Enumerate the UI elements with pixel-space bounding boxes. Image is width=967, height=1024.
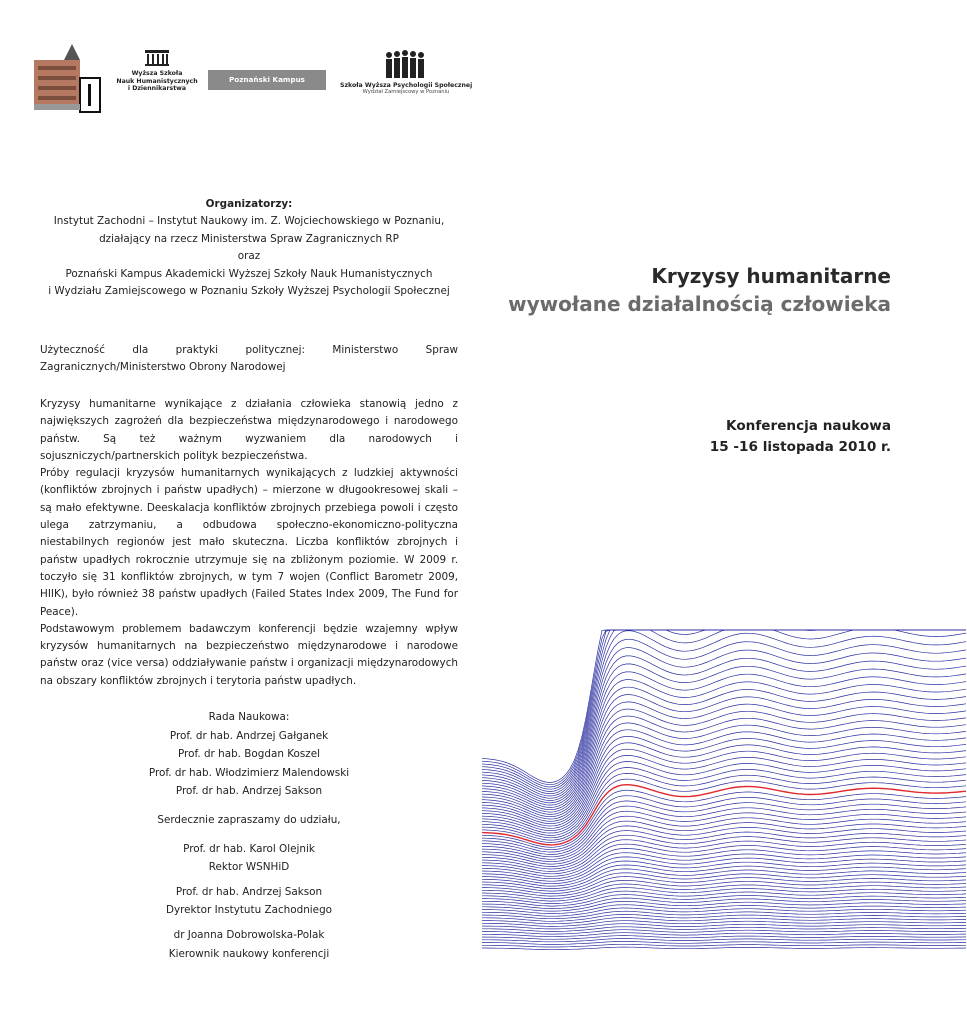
swps-line-2: Wydział Zamiejscowy w Poznaniu: [362, 89, 450, 95]
conference-info: [710, 416, 891, 458]
wave-line: [482, 672, 966, 805]
wave-line: [482, 848, 966, 876]
wave-line: [482, 630, 966, 785]
organizers-section: [40, 196, 458, 300]
description-section: [40, 396, 458, 690]
wave-line: [482, 630, 966, 792]
wave-line: [482, 680, 966, 808]
wsnhid-line-3: i Dziennikarstwa: [127, 85, 187, 93]
page-subtitle: wywołane działalnością człowieka: [508, 292, 891, 316]
pka-logo: Poznański Kampus Akademicki: [208, 70, 326, 90]
wave-line: [482, 736, 966, 826]
council-member: Prof. dr hab. Bogdan Koszel: [177, 748, 321, 761]
description-paragraph: Podstawowym problemem badawczym konferencji będzie wzajemny wpływ kryzysów humanitarnych na bezpieczeństwo międzynarodowe i narodowe państw oraz (vice versa) oddziaływanie państw i organizacji międzynarodowych na obszary konfliktów zbrojnych i terytoria państw upadłych.: [40, 622, 458, 687]
signature-role: Kierownik naukowy konferencji: [168, 947, 330, 960]
wave-line: [482, 831, 966, 867]
conference-dates: 15 -16 listopada 2010 r.: [709, 439, 891, 455]
wave-line: [482, 914, 966, 921]
council-member: Prof. dr hab. Włodzimierz Malendowski: [148, 766, 350, 779]
description-paragraph: Próby regulacji kryzysów humanitarnych wynikających z ludzkiej aktywności (konfliktów zbrojnych i państw upadłych) – mierzone w długookresowej skali – są mało efektywne. Deeskalacja konfliktów zbrojnych przebiega powoli i często ulega zatrzymaniu, a odbudowa społeczno-ekonomiczno-polityczna niestabilnych regionów jest mało skuteczna. Liczba konfliktów zbrojnych i państw upadłych rokrocznie utrzymuje się na zbliżonym poziomie. W 2009 r. toczyło się 31 konfliktów zbrojnych, w tym 7 wojen (Conflict Barometr 2009, HIIK), było również 38 państw upadłych (Failed States Index 2009, The Fund for Peace).: [40, 467, 458, 618]
signature-name: Prof. dr hab. Karol Olejnik: [183, 842, 315, 855]
wave-line: [482, 933, 966, 937]
wave-line: [482, 709, 966, 817]
organizers-line: i Wydziału Zamiejscowego w Poznaniu Szkoły Wyższej Psychologii Społecznej: [48, 285, 450, 298]
wave-line: [482, 630, 966, 783]
wave-line: [482, 888, 966, 902]
wave-line: [482, 695, 966, 813]
building-logo: [34, 42, 102, 114]
usefulness-text: Użyteczność dla praktyki politycznej: Ministerstwo Spraw Zagranicznych/Ministerstwo Obrony Narodowej: [40, 344, 458, 374]
wave-line: [482, 908, 966, 916]
organizers-line: oraz: [237, 250, 261, 263]
spacer: [40, 830, 458, 840]
description-paragraph: Kryzysy humanitarne wynikające z działania człowieka stanowią jedno z największych zagrożeń dla bezpieczeństwa międzynarodowego i narodowego państw. Są też ważnym wyzwaniem dla narodowych i sojuszniczych/partnerskich polityk bezpieczeństwa.: [40, 398, 458, 462]
title-block: [508, 262, 891, 318]
wave-line: [482, 716, 966, 819]
organizers-heading: Organizatorzy:: [205, 198, 293, 210]
wsnhid-line-2: Nauk Humanistycznych: [116, 77, 198, 85]
signature-name: dr Joanna Dobrowolska-Polak: [173, 928, 325, 941]
spacer: [40, 801, 458, 811]
wave-line: [482, 947, 966, 950]
signature-role: Dyrektor Instytutu Zachodniego: [165, 904, 333, 917]
wave-line: [482, 861, 966, 884]
logo-bar: [30, 40, 473, 115]
organizers-line: działający na rzecz Ministerstwa Spraw Zagranicznych RP: [99, 232, 399, 245]
wsnhid-logo: [112, 50, 202, 93]
wave-line: [482, 630, 966, 789]
usefulness-paragraph: [40, 342, 458, 377]
council-section: [40, 708, 458, 963]
organizers-line: Instytut Zachodni – Instytut Naukowy im. Z. Wojciechowskiego w Poznaniu,: [53, 215, 445, 228]
organizers-line: Poznański Kampus Akademicki Wyższej Szkoły Nauk Humanistycznych: [65, 267, 433, 280]
conference-label: Konferencja naukowa: [726, 418, 891, 434]
wave-highlight-line: [482, 785, 966, 845]
swps-logo: [340, 50, 472, 95]
columns-icon: [144, 50, 170, 66]
wave-line: [482, 723, 966, 821]
wave-line: [482, 656, 966, 801]
council-member: Prof. dr hab. Andrzej Sakson: [175, 785, 323, 798]
signature-role: Rektor WSNHiD: [208, 861, 290, 874]
swps-line-1: Szkoła Wyższa Psychologii Społecznej: [340, 82, 473, 89]
wave-line: [482, 891, 966, 904]
council-member: Prof. dr hab. Andrzej Gałganek: [169, 729, 329, 742]
wave-line: [482, 936, 966, 940]
wsnhid-line-1: Wyższa Szkoła: [131, 70, 183, 77]
wave-line: [482, 796, 966, 850]
wave-line: [482, 648, 966, 799]
wave-illustration: [482, 628, 967, 958]
signature-name: Prof. dr hab. Andrzej Sakson: [175, 885, 323, 898]
people-icon: [384, 50, 428, 80]
wave-line: [482, 911, 966, 919]
council-heading: Rada Naukowa:: [208, 711, 290, 723]
page-title: Kryzysy humanitarne: [651, 264, 891, 288]
invitation-text: Serdecznie zapraszamy do udziału,: [157, 813, 341, 826]
